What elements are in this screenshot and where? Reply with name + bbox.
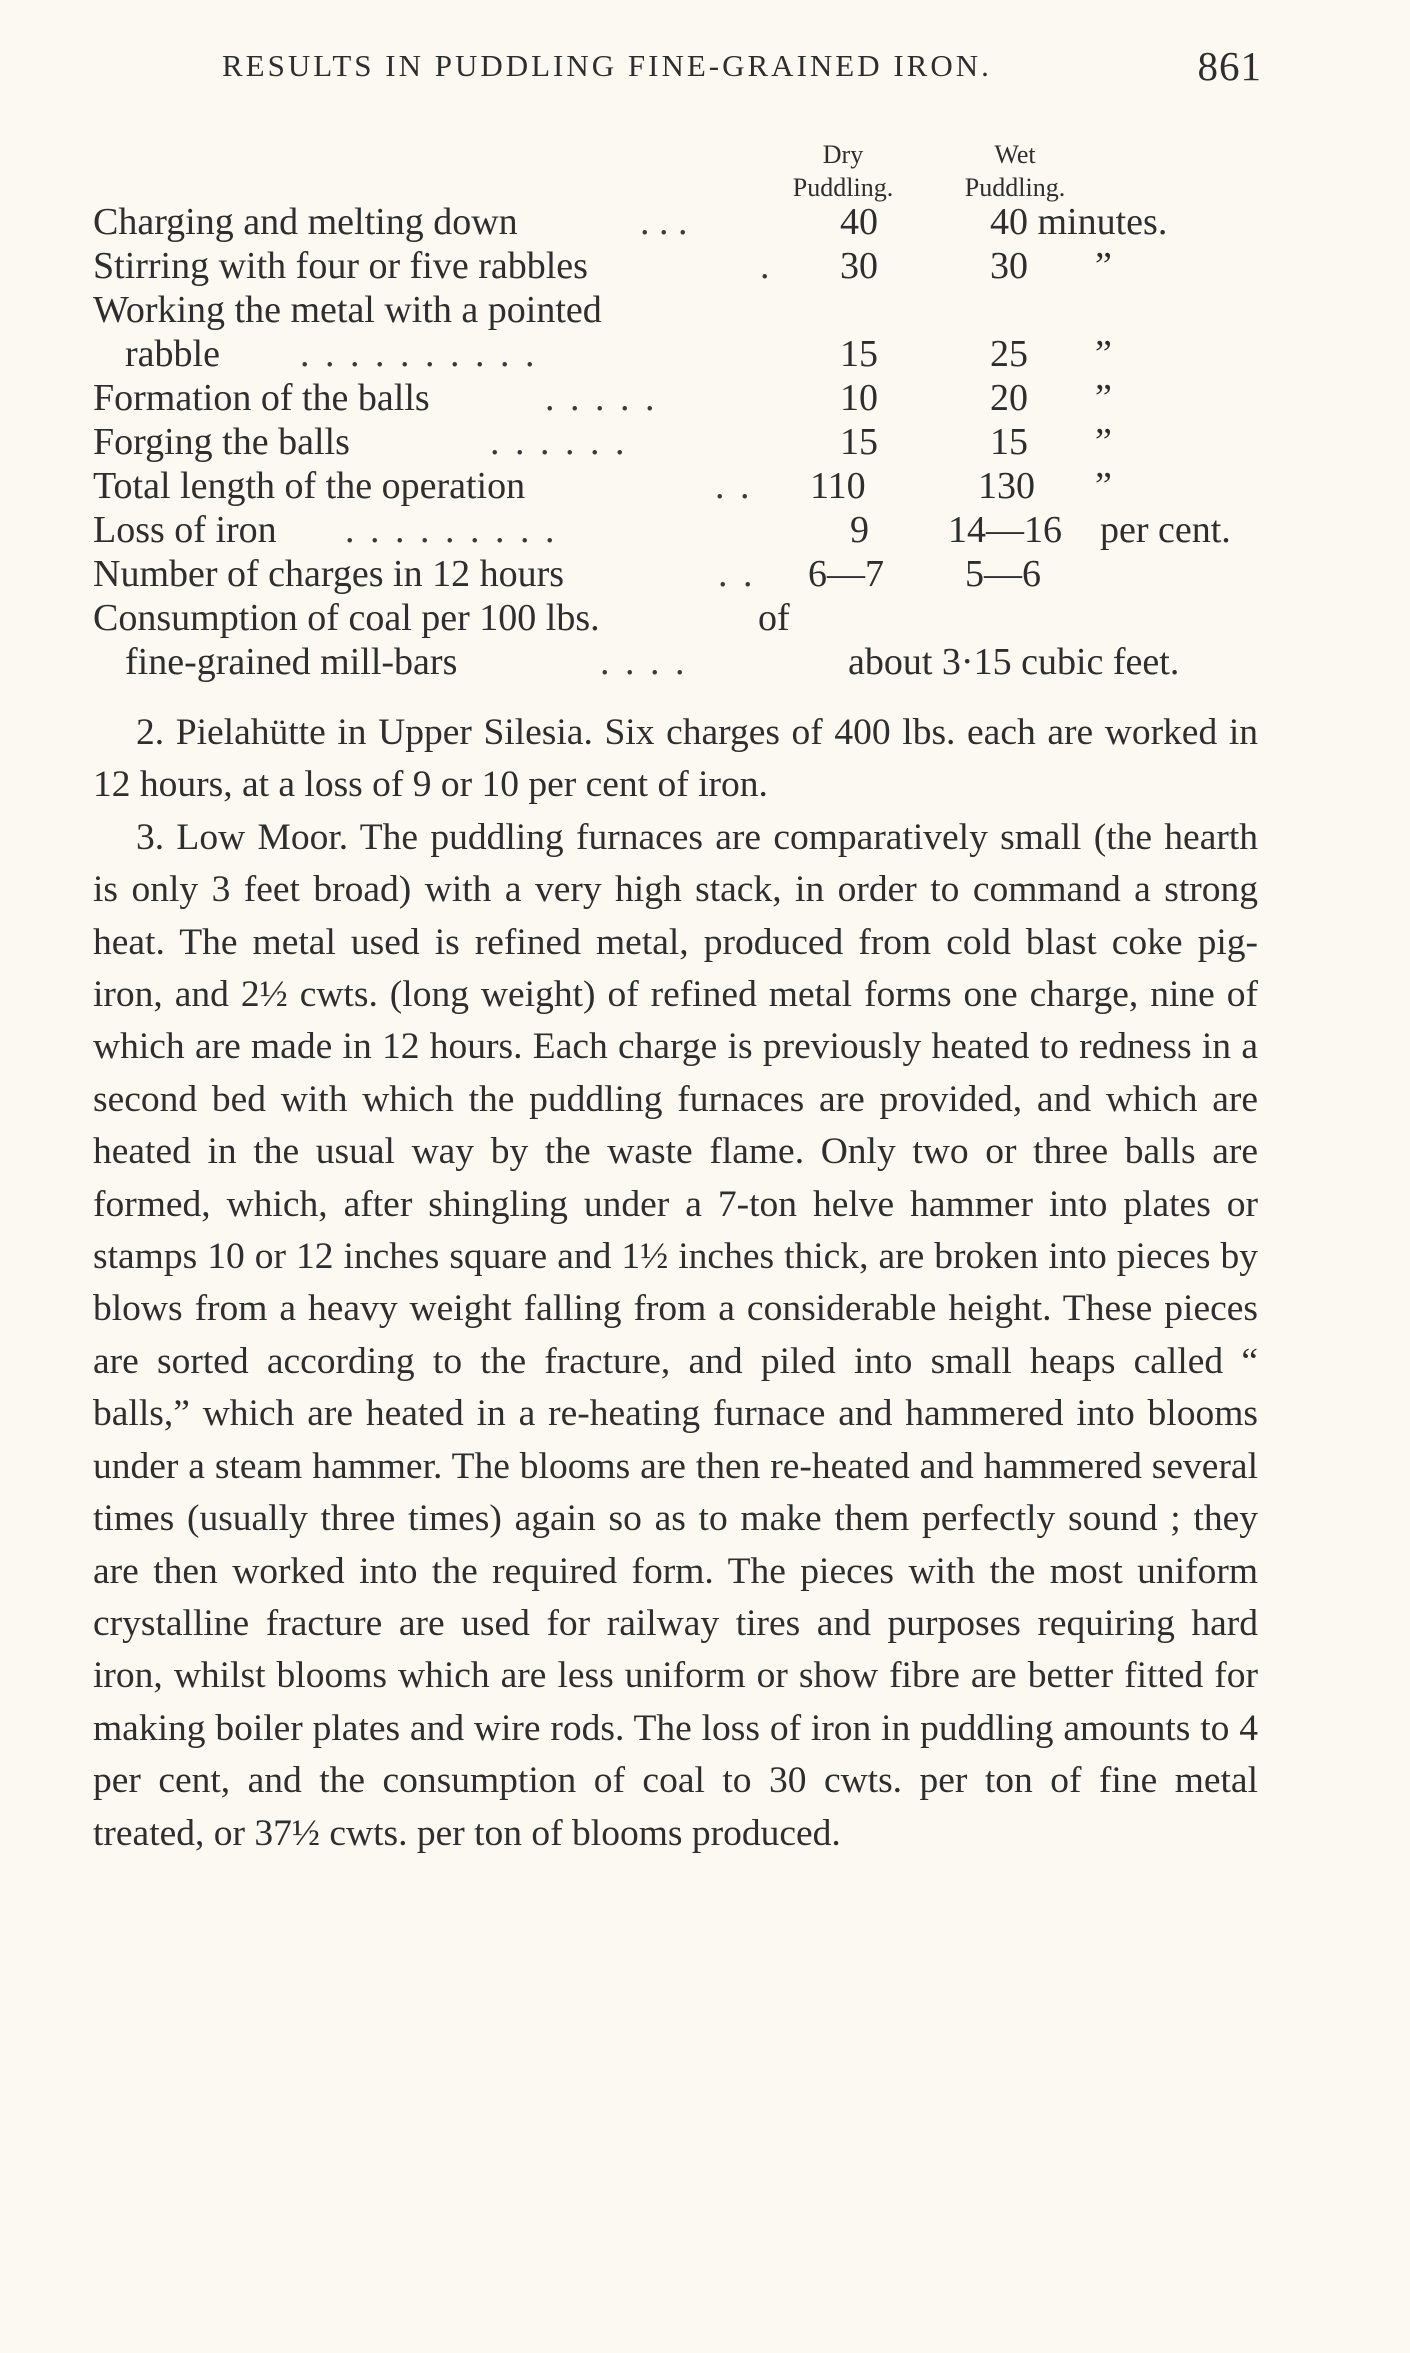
row-dry-value: 40 bbox=[840, 201, 878, 243]
table-row bbox=[0, 420, 1410, 464]
row-label: Working the metal with a pointed bbox=[93, 289, 602, 331]
row-label: Forging the balls bbox=[93, 421, 350, 463]
row-leader: . bbox=[760, 245, 770, 287]
ditto-mark: ” bbox=[1095, 245, 1112, 287]
row-label: Loss of iron bbox=[93, 509, 277, 551]
row-continuation: of bbox=[758, 597, 790, 639]
table-row bbox=[0, 596, 1410, 640]
column-header-dry-line1: Dry bbox=[822, 140, 864, 169]
row-label: Formation of the balls bbox=[93, 377, 430, 419]
running-title: RESULTS IN PUDDLING FINE-GRAINED IRON. bbox=[222, 48, 992, 83]
row-leader: . . bbox=[715, 465, 753, 507]
row-label: Charging and melting down bbox=[93, 201, 518, 243]
table-row bbox=[0, 464, 1410, 508]
row-wet-value: 5—6 bbox=[965, 553, 1041, 595]
running-head bbox=[222, 43, 1262, 98]
row-wet-value: 15 bbox=[990, 421, 1028, 463]
table-row bbox=[0, 376, 1410, 420]
row-label: rabble bbox=[125, 333, 220, 375]
row-label: Consumption of coal per 100 lbs. bbox=[93, 597, 600, 639]
ditto-mark: ” bbox=[1095, 421, 1112, 463]
column-header-dry-line2: Puddling. bbox=[792, 173, 894, 202]
table-row bbox=[0, 332, 1410, 376]
row-unit: per cent. bbox=[1100, 509, 1231, 551]
page-number: 861 bbox=[1197, 43, 1262, 89]
table-row bbox=[0, 288, 1410, 332]
row-dry-value: 15 bbox=[840, 421, 878, 463]
table-row bbox=[0, 200, 1410, 244]
row-dry-value: 10 bbox=[840, 377, 878, 419]
row-dry-value: 30 bbox=[840, 245, 878, 287]
row-leader: . . . . bbox=[600, 641, 688, 683]
row-label: Total length of the operation bbox=[93, 465, 526, 507]
paragraph-low-moor: 3. Low Moor. The puddling furnaces are comparatively small (the hearth is only 3 feet broad) with a very high stack, in order to command a strong heat. The metal used is refined metal, produced from cold blast coke pig-iron, and 2½ cwts. (long weight) of refined metal forms one charge, nine of which are made in 12 hours. Each charge is previously heated to redness in a second bed with which the puddling furnaces are provided, and which are heated in the usual way by the waste flame. Only two or three balls are formed, which, after shingling under a 7-ton helve hammer into plates or stamps 10 or 12 inches square and 1½ inches thick, are broken into pieces by blows from a heavy weight falling from a considerable height. These pieces are sorted according to the fracture, and piled into small heaps called “ balls,” which are heated in a re-heating furnace and hammered into blooms under a steam hammer. The blooms are then re-heated and hammered several times (usually three times) again so as to make them perfectly sound ; they are then worked into the required form. The pieces with the most uniform crystalline fracture are used for railway tires and purposes requiring hard iron, whilst blooms which are less uniform or show fibre are better fitted for making boiler plates and wire rods. The loss of iron in puddling amounts to 4 per cent, and the consumption of coal to 30 cwts. per ton of fine metal treated, or 37½ cwts. per ton of blooms produced. bbox=[93, 816, 1258, 1854]
table-row bbox=[0, 552, 1410, 596]
ditto-mark: ” bbox=[1095, 465, 1112, 507]
row-label: Number of charges in 12 hours bbox=[93, 553, 565, 595]
column-header-wet-line1: Wet bbox=[994, 140, 1036, 169]
row-dry-value: 6—7 bbox=[808, 553, 884, 595]
row-wet-value: 20 bbox=[990, 377, 1028, 419]
table-row bbox=[0, 244, 1410, 288]
column-header-wet bbox=[930, 138, 1100, 204]
row-wet-value: 30 bbox=[990, 245, 1028, 287]
row-leader: . . . . . . . . . . bbox=[300, 333, 538, 375]
ditto-mark: ” bbox=[1095, 333, 1112, 375]
row-dry-value: about 3·15 cubic feet. bbox=[848, 641, 1180, 683]
row-wet-value: 130 bbox=[978, 465, 1035, 507]
row-wet-value: 25 bbox=[990, 333, 1028, 375]
row-leader: . . . bbox=[640, 201, 688, 243]
row-label: Stirring with four or five rabbles bbox=[93, 245, 588, 287]
body-text bbox=[93, 707, 1258, 1860]
row-dry-value: 110 bbox=[810, 465, 866, 507]
row-label: fine-grained mill-bars bbox=[125, 641, 458, 683]
ditto-mark: ” bbox=[1095, 377, 1112, 419]
row-leader: . . bbox=[718, 553, 756, 595]
row-leader: . . . . . . bbox=[490, 421, 628, 463]
row-wet-value: 14—16 bbox=[948, 509, 1062, 551]
paragraph-pielahutte: 2. Pielahütte in Upper Silesia. Six charges of 400 lbs. each are worked in 12 hours, at a loss of 9 or 10 per cent of iron. bbox=[93, 712, 1258, 806]
column-header-dry bbox=[768, 138, 918, 204]
row-dry-value: 15 bbox=[840, 333, 878, 375]
row-dry-value: 9 bbox=[850, 509, 869, 551]
row-leader: . . . . . . . . . bbox=[345, 509, 558, 551]
row-wet-value: 40 minutes. bbox=[990, 201, 1168, 243]
table-row bbox=[0, 640, 1410, 684]
row-leader: . . . . . bbox=[545, 377, 658, 419]
table-row bbox=[0, 508, 1410, 552]
column-header-wet-line2: Puddling. bbox=[964, 173, 1066, 202]
